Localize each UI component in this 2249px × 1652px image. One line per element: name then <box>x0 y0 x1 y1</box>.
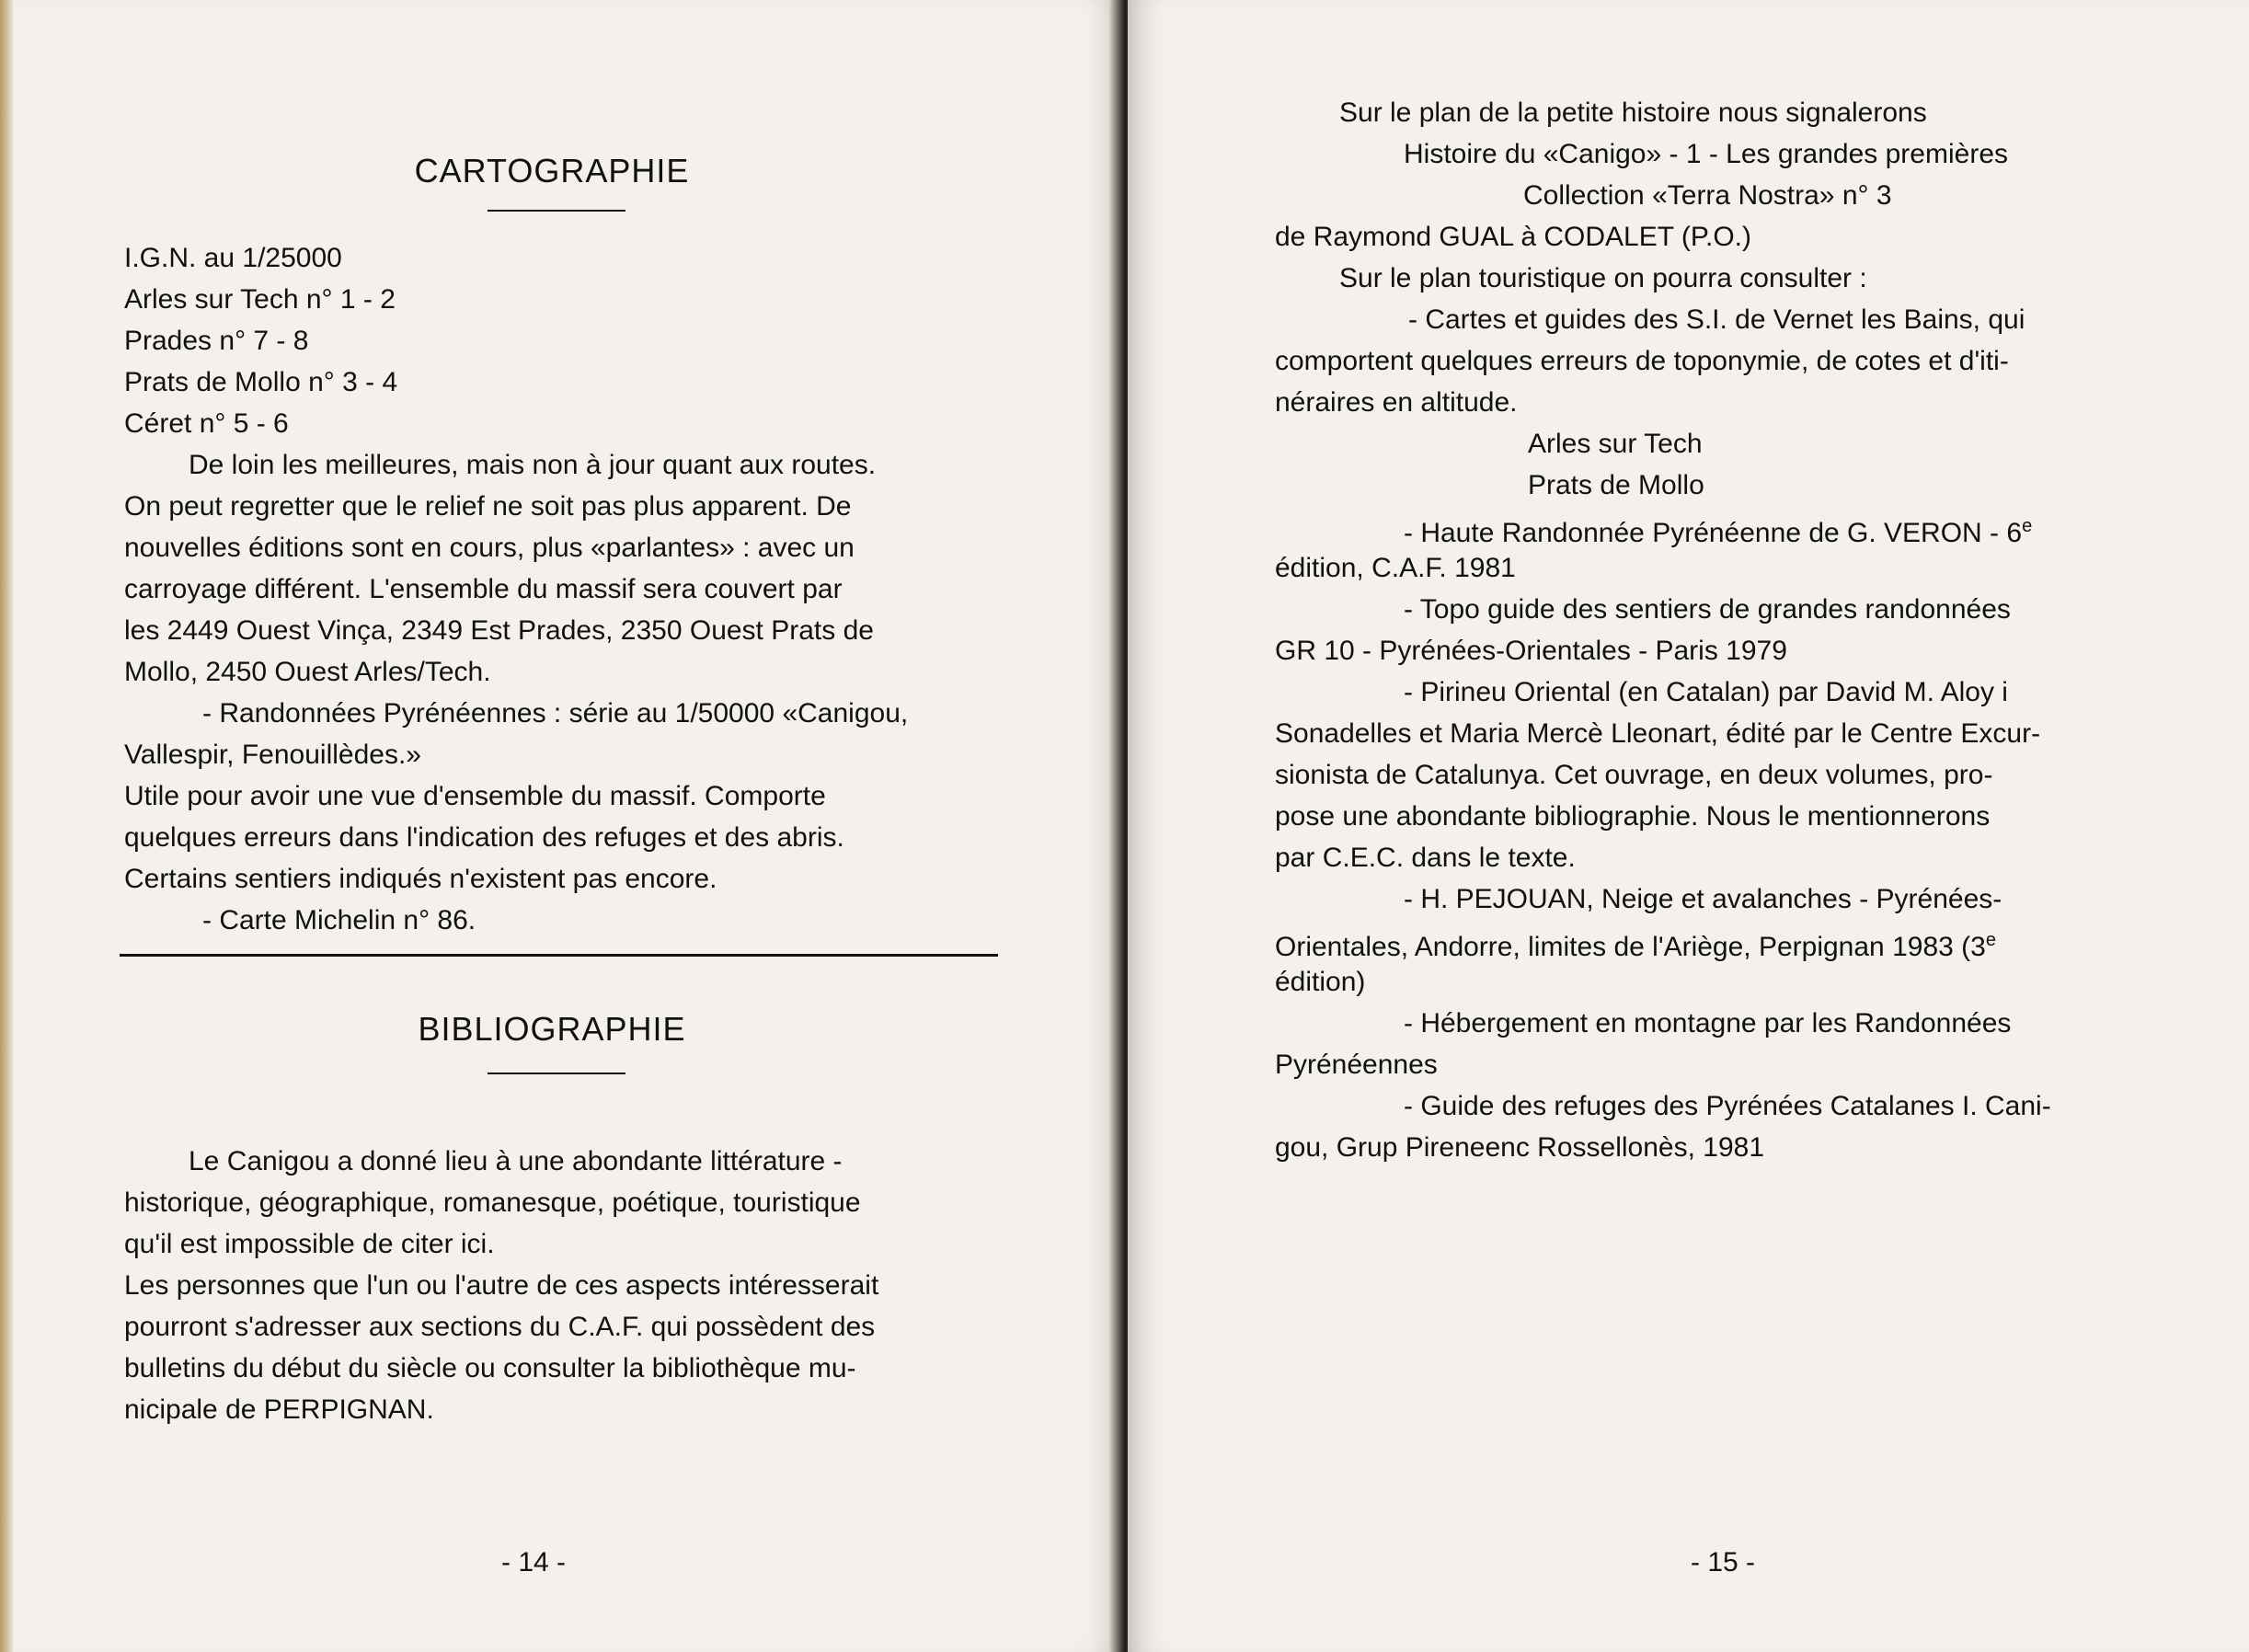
right-line: Histoire du «Canigo» - 1 - Les grandes premières <box>1404 139 2008 169</box>
right-line: - H. PEJOUAN, Neige et avalanches - Pyrénées- <box>1404 884 2002 914</box>
right-line: néraires en altitude. <box>1275 387 1518 418</box>
right-line: Orientales, Andorre, limites de l'Ariège, Perpignan 1983 (3e <box>1275 930 1996 962</box>
carto-line: Mollo, 2450 Ouest Arles/Tech. <box>124 657 491 687</box>
biblio-line: qu'il est impossible de citer ici. <box>124 1229 495 1259</box>
right-line: édition) <box>1275 967 1366 997</box>
right-page <box>1128 0 2249 1652</box>
right-line: Pyrénéennes <box>1275 1050 1438 1080</box>
carto-line: nouvelles éditions sont en cours, plus «parlantes» : avec un <box>124 533 855 563</box>
carto-line: Prades n° 7 - 8 <box>124 326 309 356</box>
bibliographie-heading: BIBLIOGRAPHIE <box>418 1010 686 1048</box>
right-line: Sonadelles et Maria Mercè Lleonart, édité par le Centre Excur- <box>1275 718 2041 749</box>
carto-line: I.G.N. au 1/25000 <box>124 243 342 273</box>
carto-line: De loin les meilleures, mais non à jour quant aux routes. <box>189 450 877 480</box>
biblio-line: pourront s'adresser aux sections du C.A.F. qui possèdent des <box>124 1312 876 1342</box>
biblio-line: Les personnes que l'un ou l'autre de ces aspects intéresserait <box>124 1270 879 1301</box>
page-edge <box>0 0 13 1652</box>
right-line: de Raymond GUAL à CODALET (P.O.) <box>1275 222 1751 252</box>
biblio-line: bulletins du début du siècle ou consulter la bibliothèque mu- <box>124 1353 856 1383</box>
right-line: gou, Grup Pireneenc Rossellonès, 1981 <box>1275 1132 1765 1163</box>
biblio-line: historique, géographique, romanesque, poétique, touristique <box>124 1187 861 1218</box>
right-line: - Guide des refuges des Pyrénées Catalanes I. Cani- <box>1404 1091 2051 1121</box>
carto-line: quelques erreurs dans l'indication des refuges et des abris. <box>124 822 844 853</box>
carto-line: Utile pour avoir une vue d'ensemble du massif. Comporte <box>124 781 826 811</box>
right-line: sionista de Catalunya. Cet ouvrage, en deux volumes, pro- <box>1275 760 1993 790</box>
heading-underline <box>488 1073 625 1074</box>
right-line: pose une abondante bibliographie. Nous le mentionnerons <box>1275 801 1991 832</box>
carto-line: Vallespir, Fenouillèdes.» <box>124 740 421 770</box>
right-line: - Pirineu Oriental (en Catalan) par David M. Aloy i <box>1404 677 2008 707</box>
carto-line: Arles sur Tech n° 1 - 2 <box>124 284 396 315</box>
right-line: - Hébergement en montagne par les Randonnées <box>1404 1008 2012 1038</box>
carto-line: carroyage différent. L'ensemble du massif sera couvert par <box>124 574 843 604</box>
biblio-line: nicipale de PERPIGNAN. <box>124 1394 434 1425</box>
right-line: - Topo guide des sentiers de grandes randonnées <box>1404 594 2011 625</box>
right-line: - Cartes et guides des S.I. de Vernet les Bains, qui <box>1408 304 2025 335</box>
right-line: - Haute Randonnée Pyrénéenne de G. VERON - 6e <box>1404 516 2033 548</box>
page-number: - 15 - <box>1691 1547 1756 1577</box>
biblio-line: Le Canigou a donné lieu à une abondante littérature - <box>189 1146 843 1176</box>
carto-line: les 2449 Ouest Vinça, 2349 Est Prades, 2350 Ouest Prats de <box>124 615 874 646</box>
right-line: Arles sur Tech <box>1528 429 1703 459</box>
heading-underline <box>488 210 625 212</box>
right-line: Prats de Mollo <box>1528 470 1704 500</box>
section-divider <box>120 954 998 957</box>
left-page <box>0 0 1120 1652</box>
carto-line: Certains sentiers indiqués n'existent pas encore. <box>124 864 717 894</box>
carto-line: Céret n° 5 - 6 <box>124 408 289 439</box>
cartographie-heading: CARTOGRAPHIE <box>414 152 690 189</box>
carto-line: - Carte Michelin n° 86. <box>202 905 476 935</box>
page-number: - 14 - <box>501 1547 567 1577</box>
right-line: par C.E.C. dans le texte. <box>1275 843 1576 873</box>
carto-line: On peut regretter que le relief ne soit pas plus apparent. De <box>124 491 852 522</box>
right-line: Sur le plan de la petite histoire nous signalerons <box>1339 98 1927 128</box>
carto-line: - Randonnées Pyrénéennes : série au 1/50000 «Canigou, <box>202 698 909 728</box>
right-line: Sur le plan touristique on pourra consulter : <box>1339 263 1867 293</box>
right-line: comportent quelques erreurs de toponymie, de cotes et d'iti- <box>1275 346 2009 376</box>
right-line: édition, C.A.F. 1981 <box>1275 553 1516 583</box>
right-line: GR 10 - Pyrénées-Orientales - Paris 1979 <box>1275 636 1787 666</box>
carto-line: Prats de Mollo n° 3 - 4 <box>124 367 398 397</box>
right-line: Collection «Terra Nostra» n° 3 <box>1523 180 1892 211</box>
